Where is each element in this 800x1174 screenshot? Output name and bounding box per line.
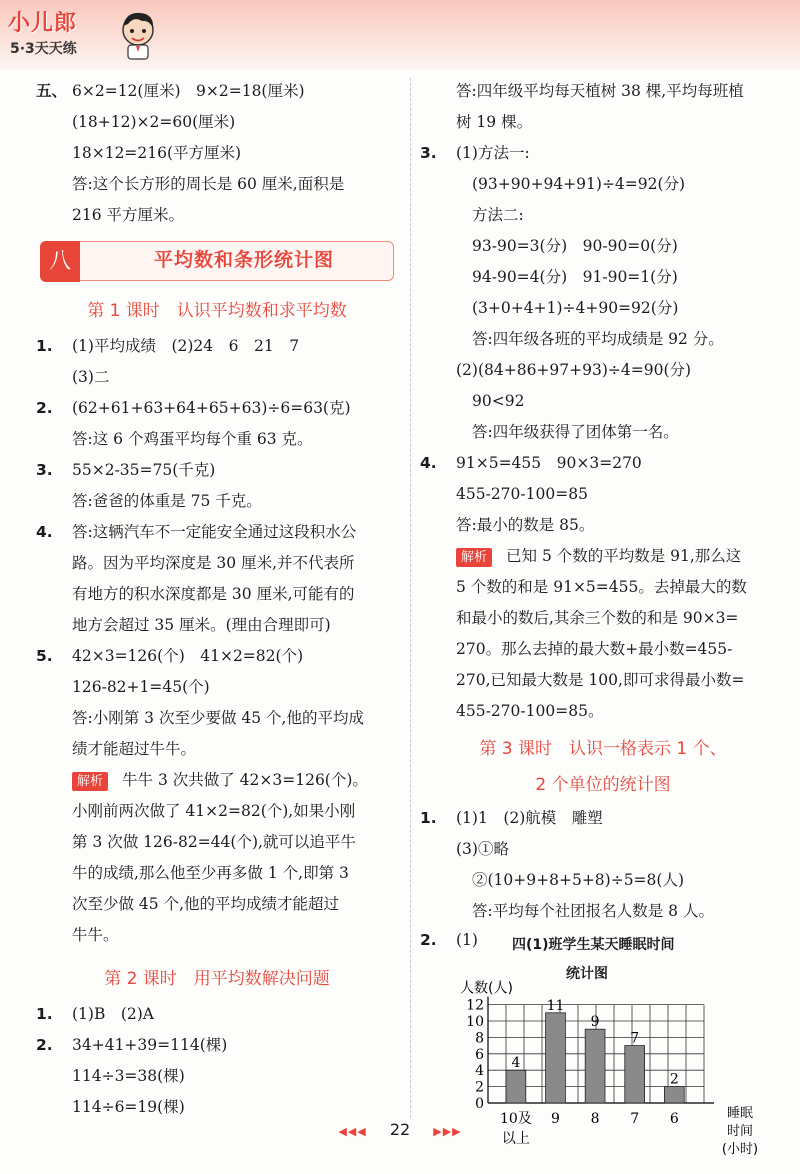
analysis-line: 小刚前两次做了 41×2=82(个),如果小刚 [72,802,356,820]
x-tick-label: 7 [630,1111,640,1127]
lesson-3-title: 第 3 课时 认识一格表示 1 个、 [479,739,727,759]
answer-line: (3)①略 [456,840,509,858]
unit-title: 平均数和条形统计图 [153,249,334,271]
x-tick-label: 9 [551,1111,560,1127]
answer-line: (2)(84+86+97+93)÷4=90(分) [456,361,692,379]
answer-line: 94-90=4(分) 91-90=1(分) [472,268,678,286]
y-tick-label: 2 [475,1079,484,1096]
answer-line: 91×5=455 90×3=270 [456,454,642,472]
bar-value-label: 9 [590,1014,600,1031]
x-tick-label: 以上 [501,1131,530,1147]
answer-line: 绩才能超过牛牛。 [72,740,197,758]
answer-line: 34+41+39=114(棵) [72,1036,228,1054]
bar-value-label: 4 [511,1055,521,1072]
bar [585,1029,605,1103]
page-number: 22 [389,1120,411,1139]
analysis-line: 牛牛 3 次共做了 42×3=126(个)。 [122,771,368,789]
chart-title-2: 统计图 [566,966,608,982]
answer-line: 答:四年级各班的平均成绩是 92 分。 [472,330,724,348]
y-tick-label: 6 [475,1046,484,1063]
y-axis-label: 人数(人) [460,980,513,997]
lesson-2-title: 第 2 课时 用平均数解决问题 [104,969,330,989]
sleep-chart-block [420,927,786,1157]
y-tick-label: 4 [475,1063,484,1080]
question-number: 3. [36,461,53,479]
unit-heading [36,237,398,283]
unit-number: 八 [40,241,80,282]
y-tick-label: 8 [475,1030,484,1047]
answer-line: 114÷3=38(棵) [72,1067,185,1085]
analysis-line: 和最小的数后,其余三个数的和是 90×3= [456,609,739,627]
chart-title: 四(1)班学生某天睡眠时间 [512,937,675,953]
answer-line: 18×12=216(平方厘米) [72,144,242,162]
answer-line: 93-90=3(分) 90-90=0(分) [472,237,678,255]
answer-line: 126-82+1=45(个) [72,678,210,696]
x-axis-label: 时间 [726,1124,754,1139]
analysis-line: 5 个数的和是 91×5=455。去掉最大的数 [456,578,747,596]
y-tick-label: 0 [475,1096,484,1112]
answer-line: 树 19 棵。 [456,113,533,131]
analysis-line: 270,已知最大数是 100,即可求得最小数= [456,671,745,689]
analysis-line: 270。那么去掉的最大数+最小数=455- [456,640,733,658]
analysis-line: 已知 5 个数的平均数是 91,那么这 [506,547,742,565]
answer-line: 路。因为平均深度是 30 厘米,并不代表所 [72,554,355,572]
answer-line: 答:这辆汽车不一定能安全通过这段积水公 [72,523,357,541]
question-number: 4. [36,523,53,541]
analysis-tag: 解析 [72,772,108,791]
answer-line: 42×3=126(个) 41×2=82(个) [72,647,304,665]
y-tick-label: 12 [466,997,484,1014]
analysis-line: 牛牛。 [72,926,119,944]
analysis-line: 次至少做 45 个,他的平均成绩才能超过 [72,895,340,913]
question-number: 4. [420,454,437,472]
page-footer [0,1120,800,1150]
x-axis-label: 睡眠 [726,1106,754,1121]
answer-line: (1)方法一: [456,144,530,162]
question-number: 3. [420,144,437,162]
bar [664,1087,684,1103]
answer-line: (1)B (2)A [72,1005,154,1023]
answer-line: (1)1 (2)航模 雕塑 [456,809,603,827]
bar [625,1046,645,1103]
answer-line: 答:小刚第 3 次至少要做 45 个,他的平均成 [72,709,364,727]
lesson-3-title-cont: 2 个单位的统计图 [535,775,671,795]
bar-value-label: 2 [669,1071,679,1088]
answer-line: (18+12)×2=60(厘米) [72,113,236,131]
answer-line: (3+0+4+1)÷4+90=92(分) [472,299,679,317]
answer-line: 答:这 6 个鸡蛋平均每个重 63 克。 [72,430,313,448]
answer-line: 55×2-35=75(千克) [72,461,216,479]
question-number: 1. [36,1005,53,1023]
bar-value-label: 7 [630,1030,640,1047]
analysis-line: 第 3 次做 126-82=44(个),就可以追平牛 [72,833,356,851]
answer-line: 90<92 [472,392,525,410]
right-column [420,76,786,1157]
question-number: 2. [420,931,437,949]
answer-line: 答:爸爸的体重是 75 千克。 [72,492,262,510]
question-number: 2. [36,399,53,417]
question-number: 1. [36,337,53,355]
left-column [36,76,398,1123]
answer-line: (93+90+94+91)÷4=92(分) [472,175,686,193]
answer-line: (3)二 [72,368,110,386]
x-tick-label: 10及 [499,1111,532,1127]
analysis-line: 455-270-100=85。 [456,702,604,720]
mascot-boy-icon [116,8,160,60]
answer-line: 114÷6=19(棵) [72,1098,185,1116]
answer-line: 455-270-100=85 [456,485,588,503]
y-tick-label: 10 [466,1014,484,1030]
answer-line: 6×2=12(厘米) 9×2=18(厘米) [72,82,305,100]
prev-arrows-icon: ◀◀◀ [338,1125,367,1138]
answer-line: 地方会超过 35 厘米。(理由合理即可) [72,616,331,634]
logo-sub-text: 5·3天天练 [10,41,77,57]
next-arrows-icon: ▶▶▶ [433,1125,462,1138]
brand-logo [8,4,158,64]
answer-line: ②(10+9+8+5+8)÷5=8(人) [472,871,685,889]
bar [506,1070,526,1103]
lesson-1-title: 第 1 课时 认识平均数和求平均数 [87,301,347,321]
answer-line: 答:最小的数是 85。 [456,516,595,534]
answer-line: 答:这个长方形的周长是 60 厘米,面积是 [72,175,345,193]
sub-question: (1) [456,931,478,949]
answer-line: 答:平均每个社团报名人数是 8 人。 [472,902,714,920]
column-divider [410,78,411,1118]
x-tick-label: 8 [590,1111,600,1127]
answer-line: 有地方的积水深度都是 30 厘米,可能有的 [72,585,355,603]
analysis-tag: 解析 [456,548,492,567]
x-axis-label: (小时) [721,1142,759,1157]
analysis-line: 牛的成绩,那么他至少再多做 1 个,即第 3 [72,864,349,882]
question-number: 1. [420,809,437,827]
bar [546,1013,566,1103]
x-tick-label: 6 [669,1111,679,1127]
section-5-label: 五、 [36,82,68,100]
answer-line: 216 平方厘米。 [72,206,185,224]
answer-line: 方法二: [472,206,524,224]
logo-main-text: 小儿郎 [8,11,78,36]
answer-line: (1)平均成绩 (2)24 6 21 7 [72,337,300,355]
question-number: 5. [36,647,53,665]
page-header [0,0,800,70]
answer-line: 答:四年级平均每天植树 38 棵,平均每班植 [456,82,744,100]
bar-value-label: 11 [546,997,565,1014]
question-number: 2. [36,1036,53,1054]
answer-line: (62+61+63+64+65+63)÷6=63(克) [72,399,351,417]
answer-line: 答:四年级获得了团体第一名。 [472,423,679,441]
